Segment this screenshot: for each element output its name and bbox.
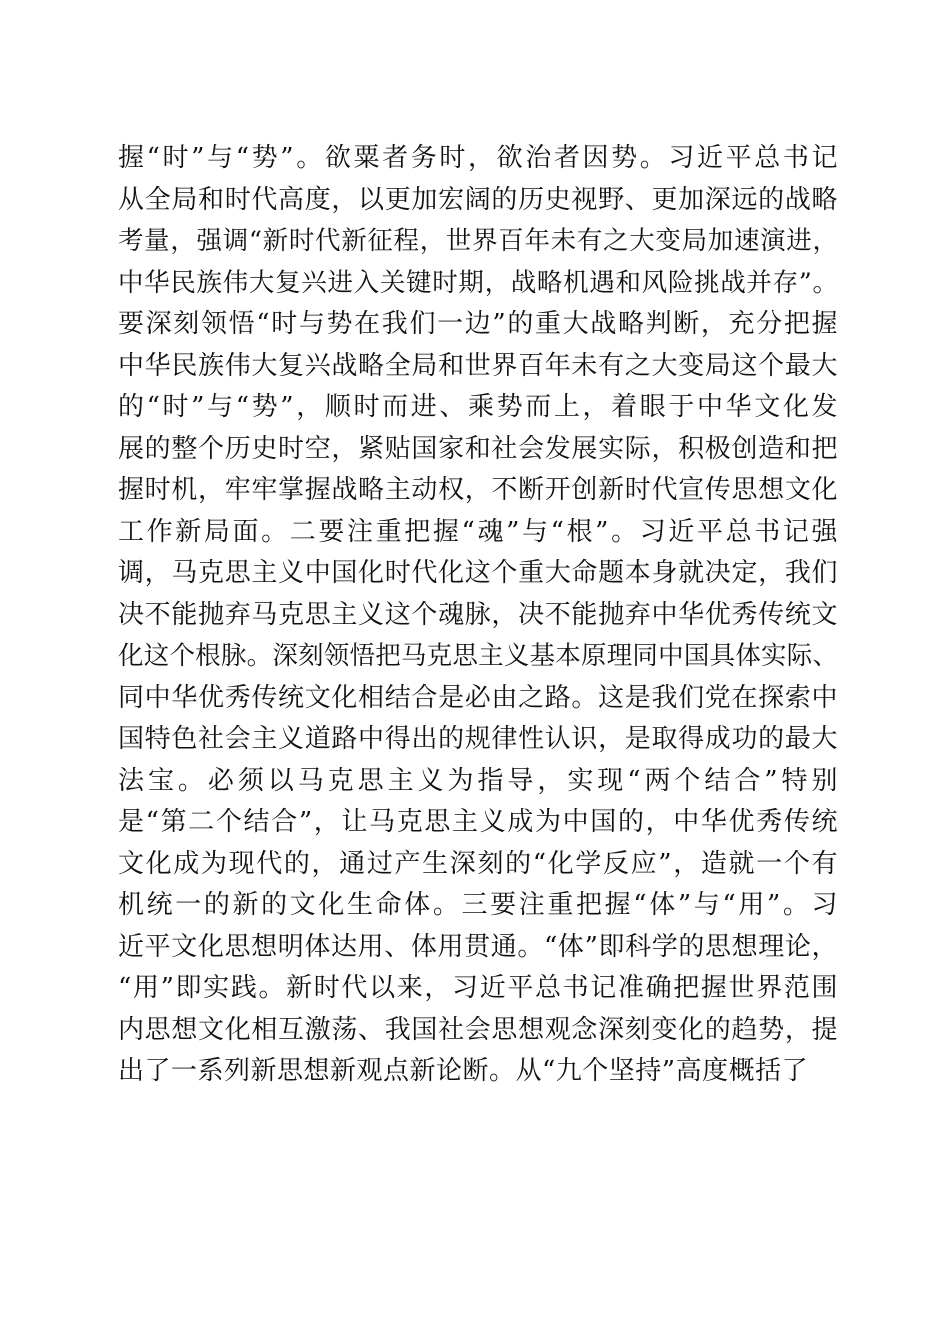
text-line: “用”即实践。新时代以来，习近平总书记准确把握世界范围 [118,973,838,1003]
body-text [118,138,838,1093]
text-line: 的“时”与“势”，顺时而进、乘势而上，着眼于中华文化发 [118,392,838,422]
text-line: 化这个根脉。深刻领悟把马克思主义基本原理同中国具体实际、 [118,641,838,671]
text-line: 从全局和时代高度，以更加宏阔的历史视野、更加深远的战略 [118,184,838,215]
text-line: 考量，强调“新时代新征程，世界百年未有之大变局加速演进， [118,226,838,256]
text-line: 近平文化思想明体达用、体用贯通。“体”即科学的思想理论， [118,931,838,962]
text-line: 调，马克思主义中国化时代化这个重大命题本身就决定，我们 [118,558,838,588]
text-line: 决不能抛弃马克思主义这个魂脉，决不能抛弃中华优秀传统文 [118,599,838,630]
text-line: 国特色社会主义道路中得出的规律性认识，是取得成功的最大 [118,724,838,754]
text-line: 文化成为现代的，通过产生深刻的“化学反应”，造就一个有 [118,848,838,879]
text-line: 工作新局面。二要注重把握“魂”与“根”。习近平总书记强 [118,516,838,547]
text-line: 内思想文化相互激荡、我国社会思想观念深刻变化的趋势，提 [118,1014,838,1045]
text-line: 同中华优秀传统文化相结合是必由之路。这是我们党在探索中 [118,682,838,713]
text-line: 中华民族伟大复兴战略全局和世界百年未有之大变局这个最大 [118,350,838,381]
text-line: 要深刻领悟“时与势在我们一边”的重大战略判断，充分把握 [118,309,838,339]
text-line: 出了一系列新思想新观点新论断。从“九个坚持”高度概括了 [118,1056,809,1086]
text-line: 是“第二个结合”，让马克思主义成为中国的，中华优秀传统 [118,807,838,837]
text-line: 法宝。必须以马克思主义为指导，实现“两个结合”特别 [118,765,838,796]
text-line: 机统一的新的文化生命体。三要注重把握“体”与“用”。习 [118,890,838,920]
text-line: 握时机，牢牢掌握战略主动权，不断开创新时代宣传思想文化 [118,475,838,505]
text-line: 展的整个历史时空，紧贴国家和社会发展实际，积极创造和把 [118,433,838,464]
text-line: 中华民族伟大复兴进入关键时期，战略机遇和风险挑战并存”。 [118,267,838,298]
text-line: 握“时”与“势”。欲粟者务时，欲治者因势。习近平总书记 [118,143,838,173]
